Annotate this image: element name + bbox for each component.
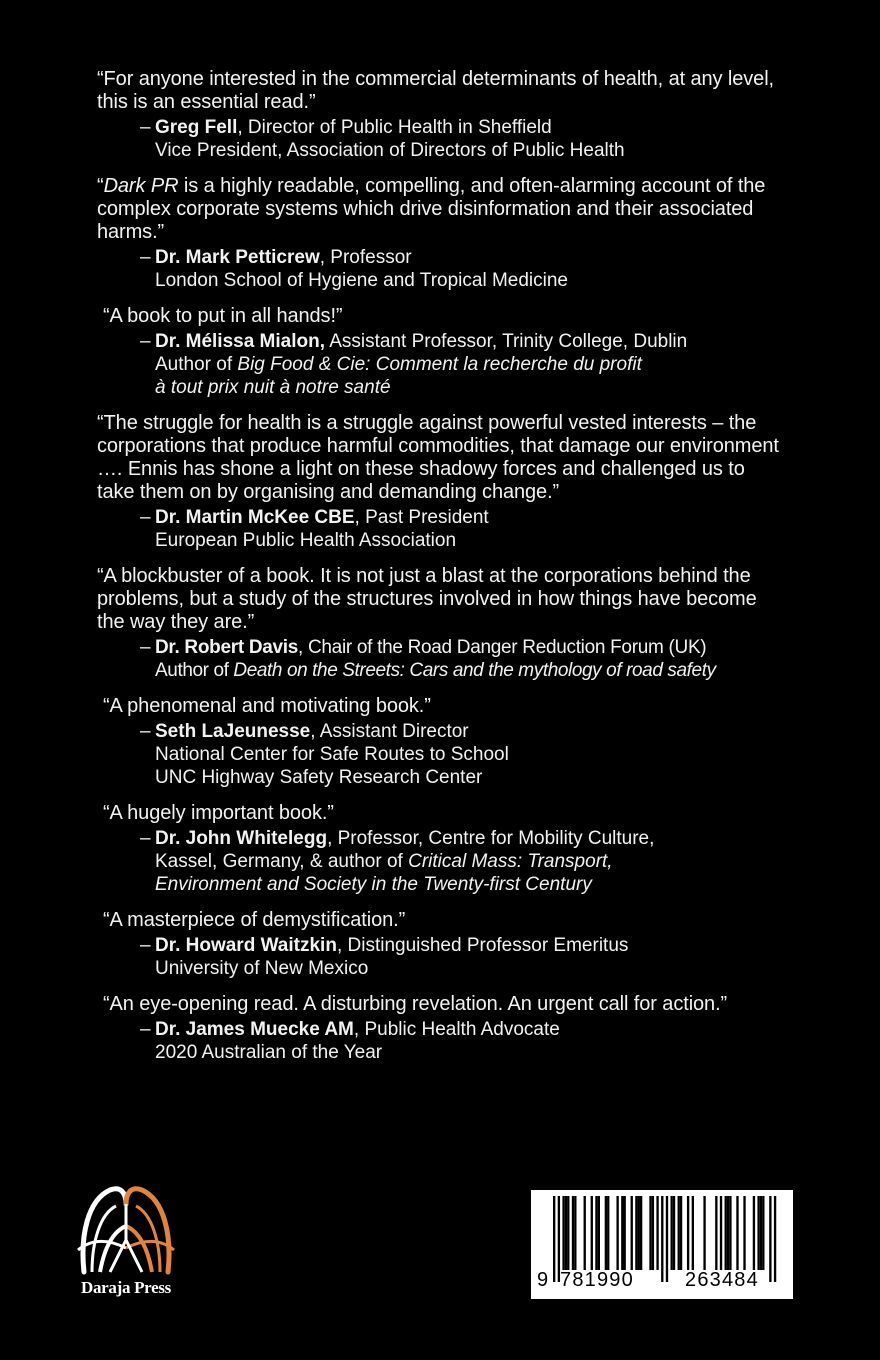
barcode-bar: [671, 1196, 673, 1270]
attribution-dash: –: [140, 828, 151, 849]
book-title-continued: Environment and Society in the Twenty-first Century: [155, 874, 592, 895]
endorsement-attribution: [140, 636, 795, 682]
publisher-logo: [70, 1180, 182, 1304]
barcode-bar: [553, 1196, 555, 1282]
endorsement-quote: “An eye-opening read. A disturbing revelation. An urgent call for action.”: [103, 993, 728, 1015]
endorser-name: Dr. John Whitelegg: [155, 828, 328, 849]
daraja-arch-icon: [70, 1180, 182, 1280]
endorsement-quote: “A book to put in all hands!”: [103, 305, 343, 327]
barcode-bar: [635, 1196, 637, 1270]
barcode-bar: [567, 1196, 569, 1270]
endorser-affiliation: National Center for Safe Routes to School: [155, 744, 509, 765]
endorser-role: , Chair of the Road Danger Reduction Forum (UK): [298, 637, 707, 658]
barcode-bar: [725, 1196, 727, 1270]
endorsement-attribution: [140, 116, 795, 162]
attribution-dash: –: [140, 1019, 151, 1040]
barcode-bar: [584, 1196, 586, 1270]
endorser-affiliation: European Public Health Association: [155, 530, 457, 551]
endorser-role: Assistant Professor, Trinity College, Dublin: [325, 331, 688, 352]
endorser-affiliation: University of New Mexico: [155, 958, 369, 979]
book-title: Dark PR: [103, 175, 179, 197]
barcode-bar: [605, 1196, 607, 1270]
barcode-bar: [565, 1196, 567, 1270]
attribution-dash: –: [140, 637, 151, 658]
attribution-dash: –: [140, 117, 151, 138]
endorsement: [0, 412, 880, 552]
barcode-bar: [727, 1196, 729, 1270]
barcode-bar: [760, 1196, 762, 1270]
barcode-bar: [591, 1196, 593, 1270]
barcode-bar: [652, 1196, 654, 1270]
endorsement-attribution: [140, 1018, 795, 1064]
barcode-bar: [621, 1196, 623, 1270]
attribution-dash: –: [140, 507, 151, 528]
endorsement-attribution: [140, 934, 795, 980]
book-title: Big Food & Cie: Comment la recherche du profit: [237, 354, 642, 375]
endorsement-attribution: [140, 506, 795, 552]
barcode-bar: [736, 1196, 738, 1270]
barcode-bar: [574, 1196, 576, 1270]
endorser-role: , Professor, Centre for Mobility Culture,: [327, 828, 655, 849]
barcode-bar: [720, 1196, 722, 1270]
attribution-dash: –: [140, 935, 151, 956]
barcode-bar: [762, 1196, 764, 1270]
endorsement-quote: [97, 175, 787, 244]
barcode-bar: [678, 1196, 680, 1270]
endorser-affiliation: Vice President, Association of Directors of Public Health: [155, 140, 625, 161]
attribution-dash: –: [140, 247, 151, 268]
quote-text: is a highly readable, compelling, and often-alarming account of the complex corporate systems which drive disinformation and their associated harms.”: [97, 175, 766, 243]
barcode-bar: [649, 1196, 651, 1270]
endorser-affiliation: Author of Death on the Streets: Cars and the mythology of road safety: [155, 660, 716, 681]
barcode-bar: [595, 1196, 597, 1270]
book-title: Critical Mass: Transport,: [408, 851, 613, 872]
barcode-bar: [769, 1196, 771, 1282]
endorsement: [0, 909, 880, 980]
endorser-role: , Public Health Advocate: [353, 1019, 560, 1040]
barcode-bar: [656, 1196, 658, 1270]
endorsement-quote: “A phenomenal and motivating book.”: [103, 695, 431, 717]
endorser-affiliation: UNC Highway Safety Research Center: [155, 767, 483, 788]
endorsement-quote: “A blockbuster of a book. It is not just a blast at the corporations behind the problems, but a study of the structures involved in how things have become the way they are.”: [97, 565, 757, 633]
endorser-role: , Past President: [354, 507, 489, 528]
barcode-bar: [753, 1196, 755, 1270]
endorsement: [0, 695, 880, 789]
barcode-bar: [703, 1196, 705, 1270]
endorser-name: Dr. Martin McKee CBE: [155, 507, 355, 528]
endorsement-attribution: [140, 246, 795, 292]
barcode-bar: [673, 1196, 675, 1270]
book-title: Death on the Streets: Cars and the mythology of road safety: [233, 660, 716, 681]
endorser-name: Greg Fell: [155, 117, 238, 138]
endorser-name: Dr. Mark Petticrew: [155, 247, 320, 268]
barcode-bar: [562, 1196, 564, 1270]
barcode-bar: [607, 1196, 609, 1270]
endorser-affiliation: Kassel, Germany, & author of Critical Mass: Transport,: [155, 851, 613, 872]
barcode-bar: [624, 1196, 626, 1270]
endorsement: [0, 565, 880, 682]
barcode-bar: [715, 1196, 717, 1270]
barcode-bar: [757, 1196, 759, 1270]
endorser-affiliation: London School of Hygiene and Tropical Medicine: [155, 270, 568, 291]
endorser-affiliation: 2020 Australian of the Year: [155, 1042, 383, 1063]
isbn-right-digits: 263484: [685, 1269, 759, 1291]
endorsement: [0, 993, 880, 1064]
endorser-name: Dr. Mélissa Mialon,: [155, 331, 325, 352]
endorsement: [0, 175, 880, 292]
barcode-bar: [729, 1196, 731, 1270]
endorser-name: Dr. Howard Waitzkin: [155, 935, 337, 956]
endorsement-quote: “A hugely important book.”: [103, 802, 334, 824]
endorser-affiliation: Author of Big Food & Cie: Comment la recherche du profit: [155, 354, 642, 375]
barcode-bar: [598, 1196, 600, 1270]
endorsement: [0, 68, 880, 162]
endorser-name: Dr. Robert Davis: [155, 637, 299, 658]
barcode-bar: [631, 1196, 633, 1270]
endorser-name: Dr. James Muecke AM: [155, 1019, 354, 1040]
barcode-bar: [638, 1196, 640, 1270]
endorser-role: , Director of Public Health in Sheffield: [237, 117, 552, 138]
endorser-role: , Assistant Director: [310, 721, 469, 742]
isbn-barcode: [531, 1190, 793, 1299]
endorsements-list: [0, 68, 880, 1077]
barcode-bar: [616, 1196, 618, 1270]
quote-open-mark: “: [97, 175, 104, 197]
barcode-bar: [743, 1196, 745, 1270]
endorsement-quote: “A masterpiece of demystification.”: [103, 909, 406, 931]
publisher-name: Daraja Press: [80, 1278, 172, 1297]
endorser-role: , Distinguished Professor Emeritus: [336, 935, 629, 956]
endorsement-quote: “For anyone interested in the commercial determinants of health, at any level, this is an essential read.”: [97, 68, 774, 113]
isbn-left-digits: 781990: [560, 1269, 634, 1291]
endorsement-attribution: [140, 827, 795, 896]
endorsement-attribution: [140, 720, 795, 789]
barcode-bar: [661, 1196, 663, 1282]
isbn-first-digit: 9: [537, 1269, 549, 1291]
endorsement: [0, 305, 880, 399]
endorser-name: Seth LaJeunesse: [155, 721, 311, 742]
barcode-bar: [572, 1196, 574, 1270]
barcode-bar: [692, 1196, 694, 1270]
barcode-bar: [687, 1196, 689, 1270]
barcode-bar: [680, 1196, 682, 1270]
endorsement: [0, 802, 880, 896]
barcode-bar: [640, 1196, 642, 1270]
barcode-bar: [666, 1196, 668, 1282]
book-title-continued: à tout prix nuit à notre santé: [155, 377, 391, 398]
attribution-dash: –: [140, 331, 151, 352]
barcode-bar: [774, 1196, 776, 1282]
attribution-dash: –: [140, 721, 151, 742]
endorser-role: , Professor: [319, 247, 412, 268]
endorsement-quote: “The struggle for health is a struggle against powerful vested interests – the corporations that produce harmful commodities, that damage our environment …. Ennis has shone a light on these shadowy forces and challenged us to take them on by organising and demanding change.”: [97, 412, 779, 503]
endorsement-attribution: [140, 330, 795, 399]
